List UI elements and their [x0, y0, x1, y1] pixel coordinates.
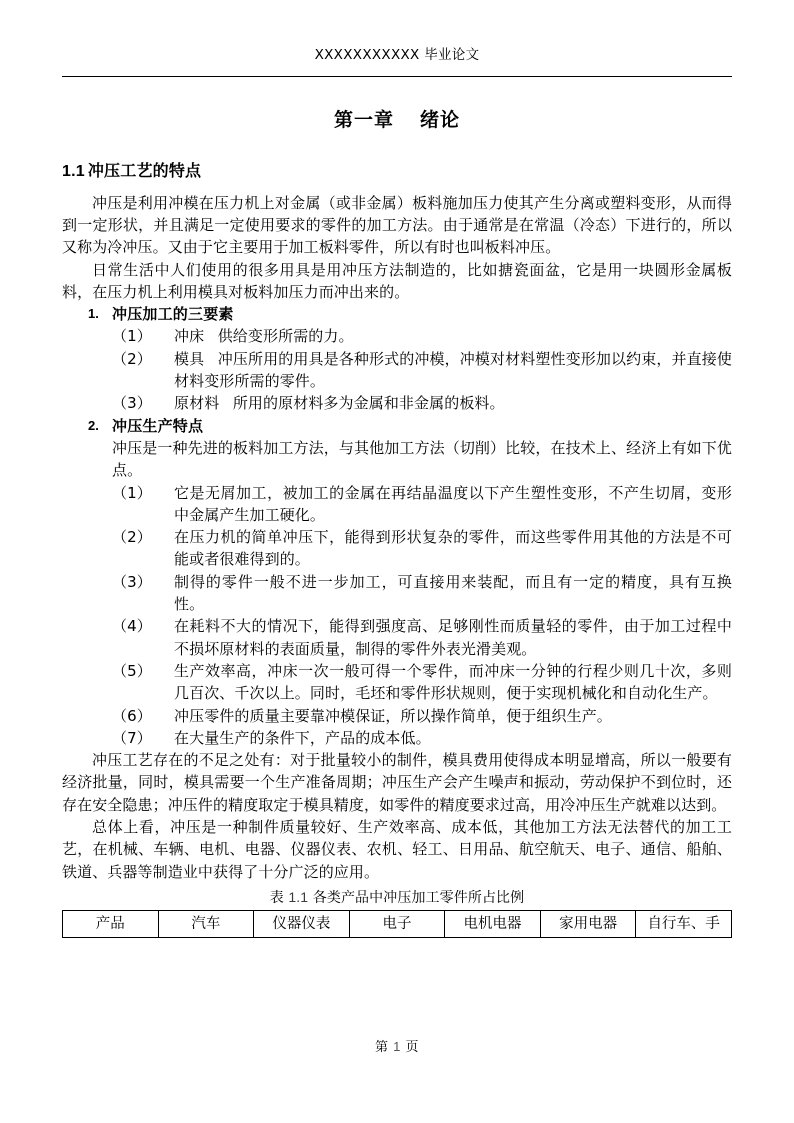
list-item	[112, 660, 732, 705]
list-item	[112, 571, 732, 616]
table-caption-number: 1.1	[288, 888, 309, 905]
footer-prefix: 第	[374, 1040, 389, 1055]
list-item-text: 它是无屑加工，被加工的金属在再结晶温度以下产生塑性变形，不产生切屑，变形中金属产生加工硬化。	[174, 483, 732, 524]
list-item	[112, 705, 732, 727]
list-item	[112, 325, 732, 347]
list-item	[112, 348, 732, 393]
list-item-text: 在耗料不大的情况下，能得到强度高、足够刚性而质量轻的零件，由于加工过程中不损坏原材料的表面质量，制得的零件外表光滑美观。	[174, 617, 732, 658]
table-caption	[62, 887, 732, 908]
footer-page-number: 1	[393, 1039, 401, 1054]
table-header-cell: 汽车	[158, 910, 254, 937]
table-caption-prefix: 表	[269, 889, 284, 906]
numbered-title-1: 冲压加工的三要素	[112, 305, 234, 324]
list-item-lead: 模具	[174, 349, 205, 368]
paragraph-shortcoming: 冲压工艺存在的不足之处有：对于批量较小的制件，模具费用使得成本明显增高，所以一般要有经济批量，同时，模具需要一个生产准备周期；冲压生产会产生噪声和振动，劳动保护不到位时，还存在安全隐患；冲压件的精度取定于模具精度，如零件的精度要求过高，用冷冲压生产就难以达到。	[62, 751, 732, 814]
products-stamping-ratio-table	[62, 910, 732, 938]
table-header-cell: 家用电器	[540, 910, 636, 937]
list-item	[112, 727, 732, 749]
table-caption-text: 各类产品中冲压加工零件所占比例	[312, 889, 525, 906]
header-running-title: XXXXXXXXXXX 毕业论文	[314, 47, 480, 63]
list-item-lead: 冲床	[174, 327, 205, 346]
list-item	[112, 482, 732, 527]
header-divider-rule	[62, 76, 732, 77]
numbered-block-1	[62, 303, 732, 414]
paragraph-summary: 总体上看，冲压是一种制件质量较好、生产效率高、成本低，其他加工方法无法替代的加工工艺，在机械、车辆、电机、电器、仪器仪表、农机、轻工、日用品、航空航天、电子、通信、船舶、铁道、兵器等制造业中获得了十分广泛的应用。	[62, 818, 732, 881]
numbered-title-2: 冲压生产特点	[112, 416, 204, 435]
numbered-lead-2: 冲压是一种先进的板料加工方法，与其他加工方法（切削）比较，在技术上、经济上有如下优点。	[112, 438, 732, 480]
list-item-marker: （1）	[112, 327, 152, 346]
page-footer	[0, 1036, 794, 1055]
list-item	[112, 615, 732, 660]
list-item	[112, 392, 732, 414]
table-header-cell: 电子	[349, 910, 445, 937]
list-item	[112, 526, 732, 571]
table-header-cell: 电机电器	[445, 910, 541, 937]
paragraph-intro-1: 冲压是利用冲模在压力机上对金属（或非金属）板料施加压力使其产生分离或塑料变形，从而得到一定形状，并且满足一定使用要求的零件的加工方法。由于通常是在常温（冷态）下进行的，所以又称为冷冲压。又由于它主要用于加工板料零件，所以有时也叫板料冲压。	[62, 193, 732, 257]
table-header-cell: 仪器仪表	[254, 910, 350, 937]
table-row	[63, 910, 732, 937]
page-number-label	[375, 1040, 419, 1055]
page-header	[0, 44, 794, 63]
list-item-marker: （4）	[112, 617, 152, 636]
chapter-title	[62, 108, 732, 133]
list-item-text: 供给变形所需的力。	[217, 327, 354, 346]
table-header-cell: 产品	[63, 910, 159, 937]
numbered-marker-2: 2.	[88, 417, 99, 433]
footer-suffix: 页	[405, 1040, 420, 1055]
section-heading	[62, 159, 732, 184]
table-header-cell: 自行车、手	[636, 910, 732, 937]
chapter-name: 绪论	[420, 109, 461, 131]
list-item-text: 冲压零件的质量主要靠冲模保证，所以操作简单，便于组织生产。	[174, 706, 612, 725]
list-item-text: 生产效率高，冲床一次一般可得一个零件，而冲床一分钟的行程少则几十次，多则几百次、千次以上。同时，毛坯和零件形状规则，便于实现机械化和自动化生产。	[174, 661, 732, 703]
list-item-marker: （6）	[112, 706, 152, 725]
list-item-marker: （3）	[112, 572, 152, 591]
list-item-marker: （2）	[112, 528, 152, 547]
list-item-text: 制得的零件一般不进一步加工，可直接用来装配，而且有一定的精度，具有互换性。	[174, 572, 732, 614]
list-item-marker: （3）	[112, 394, 152, 413]
document-body	[62, 96, 732, 938]
list-item-text: 所用的原材料多为金属和非金属的板料。	[232, 394, 505, 413]
list-item-text: 在压力机的简单冲压下，能得到形状复杂的零件，而这些零件用其他的方法是不可能或者很难得到的。	[174, 528, 732, 569]
numbered-block-2	[62, 415, 732, 749]
list-item-marker: （1）	[112, 483, 152, 502]
list-item-marker: （2）	[112, 349, 152, 368]
section-title: 冲压工艺的特点	[87, 160, 202, 180]
section-number: 1.1	[62, 162, 85, 180]
chapter-label: 第一章	[333, 109, 394, 131]
list-item-text: 在大量生产的条件下，产品的成本低。	[174, 728, 431, 747]
numbered-marker-1: 1.	[88, 306, 99, 322]
list-item-lead: 原材料	[174, 394, 220, 413]
list-item-marker: （7）	[112, 728, 152, 747]
paragraph-intro-2: 日常生活中人们使用的很多用具是用冲压方法制造的，比如搪瓷面盆，它是用一块圆形金属板料，在压力机上利用模具对板料加压力而冲出来的。	[62, 260, 732, 301]
list-item-marker: （5）	[112, 661, 152, 680]
list-item-text: 冲压所用的用具是各种形式的冲模，冲模对材料塑性变形加以约束，并直接使材料变形所需的零件。	[174, 349, 733, 391]
